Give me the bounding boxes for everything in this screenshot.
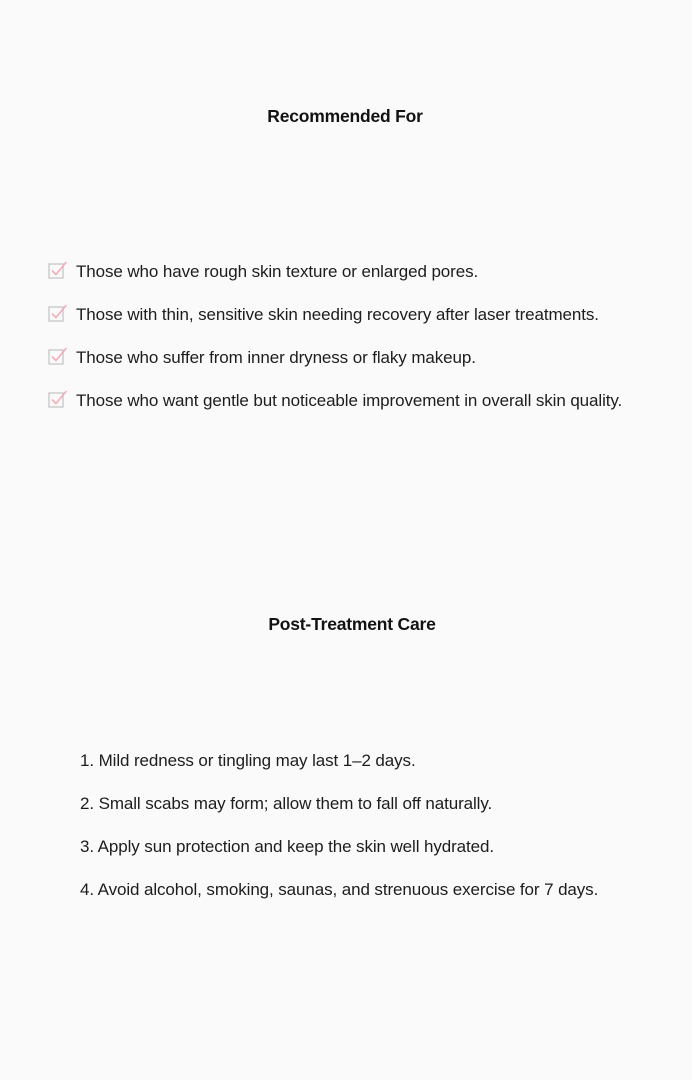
numbered-list-item: [80, 739, 680, 782]
checklist-item: [48, 336, 680, 379]
checklist-item-text: Those with thin, sensitive skin needing recovery after laser treatments.: [76, 304, 599, 324]
checked-checkbox-icon: [48, 303, 68, 323]
post-treatment-care-list: [80, 739, 680, 911]
numbered-list-item: [80, 825, 680, 868]
numbered-list-item: [80, 868, 680, 911]
checked-checkbox-icon: [48, 260, 68, 280]
recommended-for-checklist: [48, 250, 680, 422]
checklist-item-text: Those who want gentle but noticeable improvement in overall skin quality.: [76, 390, 623, 410]
section-title-recommended-for: Recommended For: [267, 106, 423, 126]
checklist-item-text: Those who suffer from inner dryness or flaky makeup.: [76, 347, 476, 367]
numbered-item-text: 4. Avoid alcohol, smoking, saunas, and strenuous exercise for 7 days.: [80, 879, 599, 899]
section-title-post-treatment-care: Post-Treatment Care: [268, 614, 436, 634]
checklist-item: [48, 293, 680, 336]
numbered-item-text: 1. Mild redness or tingling may last 1–2 days.: [80, 750, 416, 770]
checked-checkbox-icon: [48, 389, 68, 409]
checklist-item-text: Those who have rough skin texture or enlarged pores.: [76, 261, 479, 281]
numbered-list-item: [80, 782, 680, 825]
checked-checkbox-icon: [48, 346, 68, 366]
checklist-item: [48, 379, 680, 422]
numbered-item-text: 2. Small scabs may form; allow them to fall off naturally.: [80, 793, 493, 813]
numbered-item-text: 3. Apply sun protection and keep the skin well hydrated.: [80, 836, 494, 856]
checklist-item: [48, 250, 680, 293]
